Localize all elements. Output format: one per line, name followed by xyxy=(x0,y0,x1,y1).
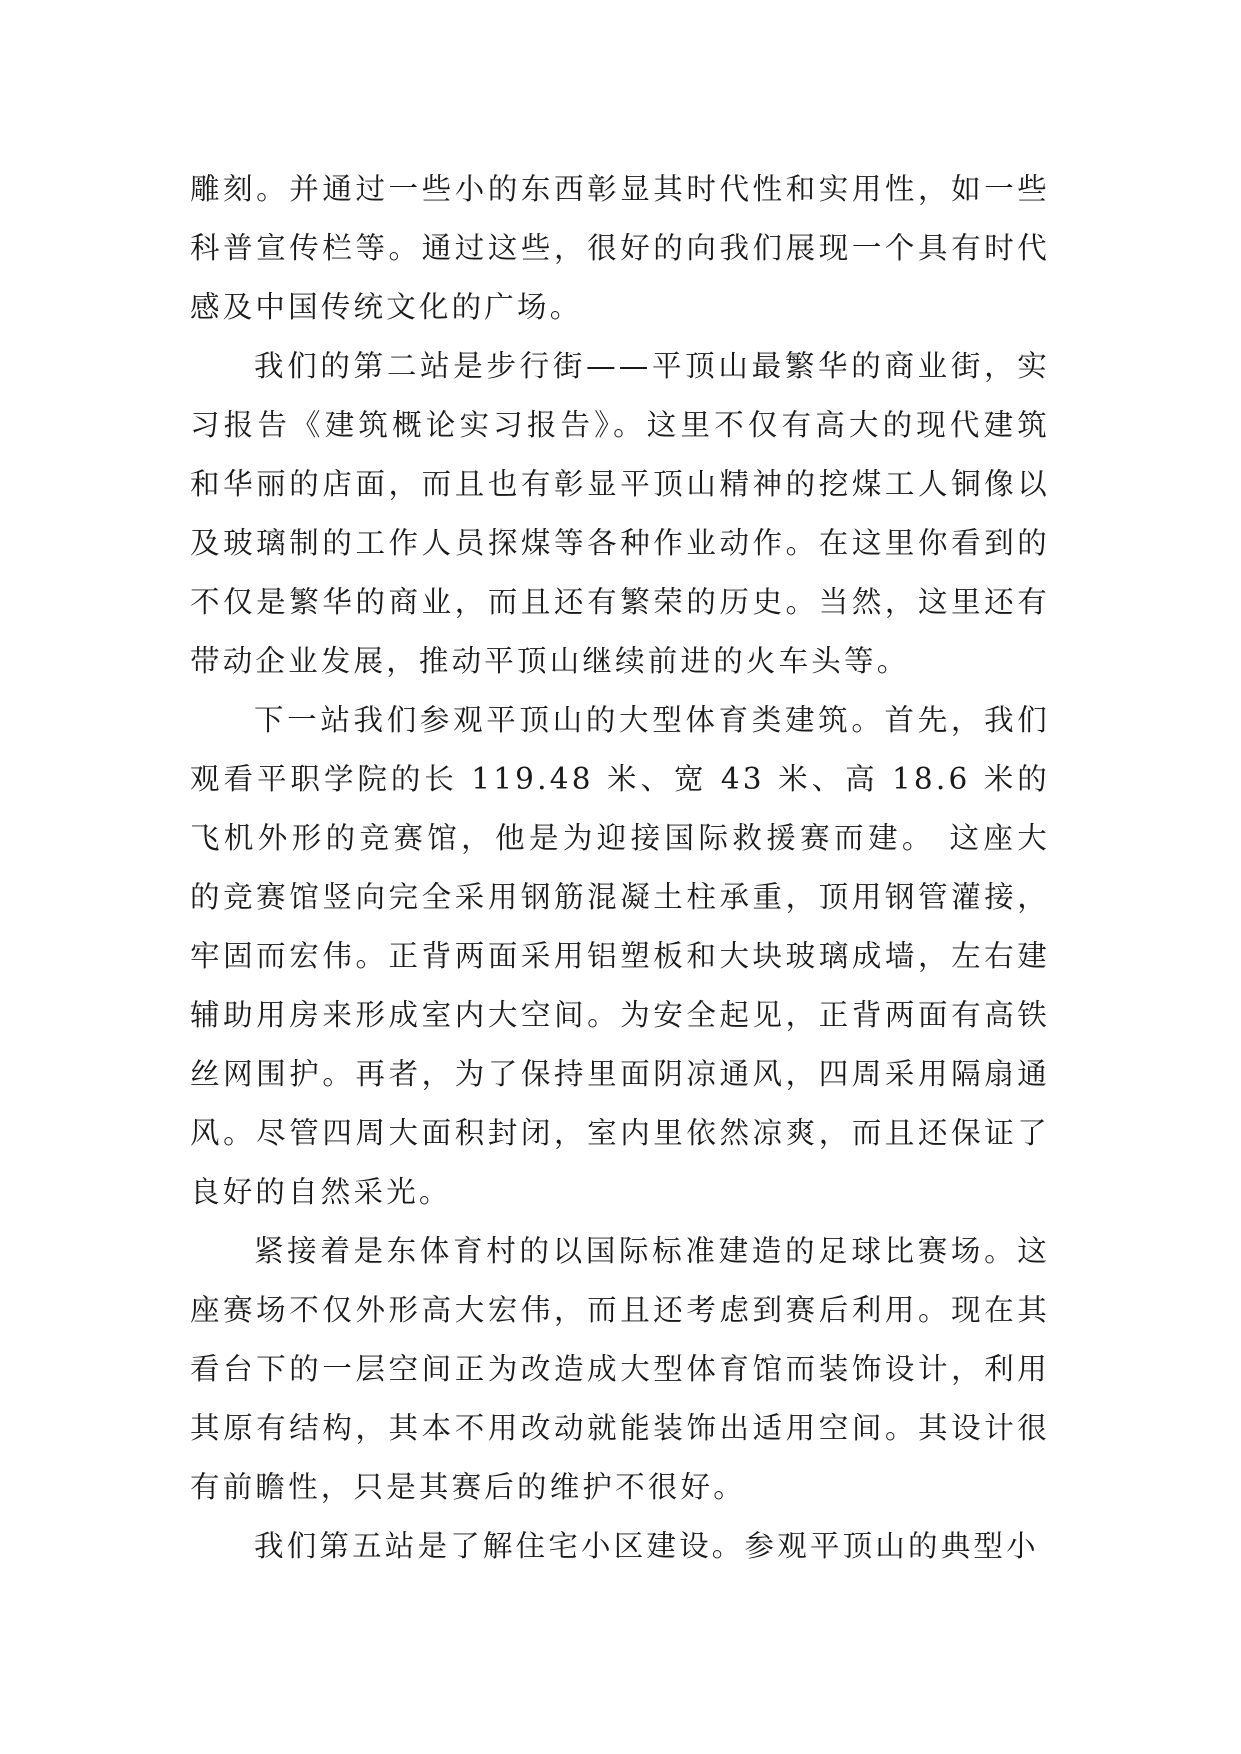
paragraph-1: 雕刻。并通过一些小的东西彰显其时代性和实用性，如一些科普宣传栏等。通过这些，很好的向我们展现一个具有时代感及中国传统文化的广场。 xyxy=(190,172,1050,324)
paragraph-2: 我们的第二站是步行街——平顶山最繁华的商业街，实习报告《建筑概论实习报告》。这里不仅有高大的现代建筑和华丽的店面，而且也有彰显平顶山精神的挖煤工人铜像以及玻璃制的工作人员探煤等各种作业动作。在这里你看到的不仅是繁华的商业，而且还有繁荣的历史。当然，这里还有带动企业发展，推动平顶山继续前进的火车头等。 xyxy=(190,349,1050,678)
paragraph-5: 我们第五站是了解住宅小区建设。参观平顶山的典型小 xyxy=(254,1529,1039,1563)
document-body xyxy=(190,160,1050,1576)
paragraph-3: 下一站我们参观平顶山的大型体育类建筑。首先，我们观看平职学院的长 119.48 米、宽 43 米、高 18.6 米的飞机外形的竞赛馆，他是为迎接国际救援赛而建。 这座大的竞赛馆竖向完全采用钢筋混凝土柱承重，顶用钢管灌接，牢固而宏伟。正背两面采用铝塑板和大块玻璃成墙，左右建辅助用房来形成室内大空间。为安全起见，正背两面有高铁丝网围护。再者，为了保持里面阴凉通风，四周采用隔扇通风。尽管四周大面积封闭，室内里依然凉爽，而且还保证了良好的自然采光。 xyxy=(190,703,1050,1209)
paragraph-4: 紧接着是东体育村的以国际标准建造的足球比赛场。这座赛场不仅外形高大宏伟，而且还考虑到赛后利用。现在其看台下的一层空间正为改造成大型体育馆而装饰设计，利用其原有结构，其本不用改动就能装饰出适用空间。其设计很有前瞻性，只是其赛后的维护不很好。 xyxy=(190,1234,1050,1504)
